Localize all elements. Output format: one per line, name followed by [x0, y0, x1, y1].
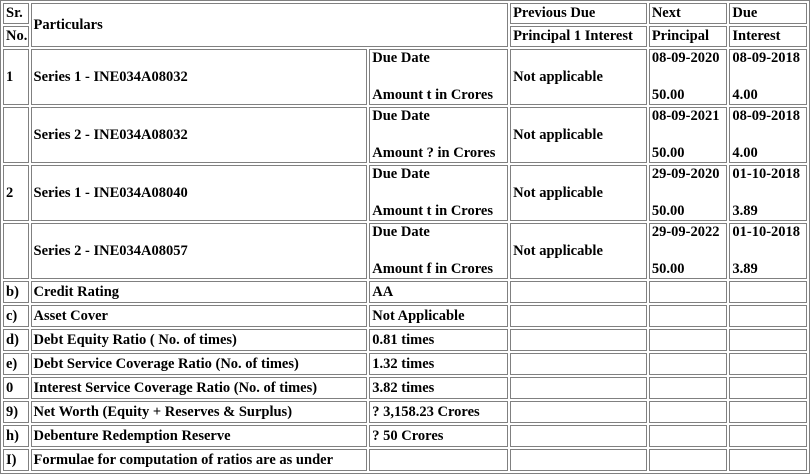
item-particular: Net Worth (Equity + Reserves & Surplus) [31, 401, 368, 423]
series-sr: 2 [3, 165, 29, 221]
principal-amount: 50.00 [651, 145, 685, 161]
item-sr: b) [3, 281, 29, 303]
series-name: Series 2 - INE034A08057 [31, 223, 368, 279]
series-sr: 1 [3, 49, 29, 105]
empty-cell [729, 353, 807, 375]
empty-cell [510, 401, 647, 423]
empty-cell [649, 449, 728, 471]
empty-cell [729, 281, 807, 303]
principal-amount: 50.00 [651, 261, 685, 277]
empty-cell [649, 353, 728, 375]
header-previous-due: Previous Due [510, 3, 647, 24]
item-particular: Credit Rating [31, 281, 368, 303]
label-due-date: Due Date [372, 50, 430, 66]
item-value: AA [369, 281, 508, 303]
item-value: 3.82 times [369, 377, 508, 399]
series-row [3, 165, 807, 221]
item-particular: Debenture Redemption Reserve [31, 425, 368, 447]
series-sr [3, 223, 29, 279]
principal-date: 29-09-2022 [651, 224, 720, 240]
item-sr: h) [3, 425, 29, 447]
header-sr: Sr. [3, 3, 29, 24]
series-principal [649, 165, 728, 221]
empty-cell [649, 425, 728, 447]
interest-date: 01-10-2018 [732, 166, 801, 182]
interest-amount: 4.00 [732, 87, 758, 103]
empty-cell [649, 401, 728, 423]
item-sr: e) [3, 353, 29, 375]
series-labels [369, 223, 508, 279]
series-principal [649, 49, 728, 105]
empty-cell [510, 329, 647, 351]
series-previous-due: Not applicable [510, 223, 647, 279]
item-value: 1.32 times [369, 353, 508, 375]
interest-date: 01-10-2018 [732, 224, 801, 240]
empty-cell [729, 401, 807, 423]
item-value: Not Applicable [369, 305, 508, 327]
series-name: Series 1 - INE034A08032 [31, 49, 368, 105]
header-next: Next [649, 3, 728, 24]
empty-cell [729, 425, 807, 447]
series-interest [729, 165, 807, 221]
item-sr: c) [3, 305, 29, 327]
interest-date: 08-09-2018 [732, 108, 801, 124]
series-principal [649, 107, 728, 163]
label-amount: Amount t in Crores [372, 203, 493, 219]
header-row-1 [3, 3, 807, 24]
label-amount: Amount t in Crores [372, 87, 493, 103]
item-value: ? 50 Crores [369, 425, 508, 447]
empty-cell [510, 305, 647, 327]
label-due-date: Due Date [372, 224, 430, 240]
header-interest: Interest [729, 26, 807, 47]
interest-amount: 4.00 [732, 145, 758, 161]
label-due-date: Due Date [372, 166, 430, 182]
series-previous-due: Not applicable [510, 49, 647, 105]
empty-cell [729, 305, 807, 327]
label-amount: Amount ? in Crores [372, 145, 496, 161]
series-labels [369, 49, 508, 105]
empty-cell [729, 377, 807, 399]
header-principal: Principal [649, 26, 728, 47]
series-labels [369, 107, 508, 163]
item-sr: d) [3, 329, 29, 351]
interest-amount: 3.89 [732, 261, 758, 277]
series-sr [3, 107, 29, 163]
item-row [3, 377, 807, 399]
empty-cell [510, 281, 647, 303]
series-interest [729, 223, 807, 279]
principal-amount: 50.00 [651, 87, 685, 103]
header-due: Due [729, 3, 807, 24]
item-particular: Debt Equity Ratio ( No. of times) [31, 329, 368, 351]
item-value: 0.81 times [369, 329, 508, 351]
empty-cell [729, 449, 807, 471]
label-due-date: Due Date [372, 108, 430, 124]
series-row [3, 223, 807, 279]
item-row [3, 401, 807, 423]
principal-date: 08-09-2020 [651, 50, 720, 66]
empty-cell [510, 425, 647, 447]
series-previous-due: Not applicable [510, 165, 647, 221]
principal-date: 29-09-2020 [651, 166, 720, 182]
series-interest [729, 49, 807, 105]
label-amount: Amount f in Crores [372, 261, 493, 277]
item-particular: Interest Service Coverage Ratio (No. of times) [31, 377, 368, 399]
empty-cell [649, 305, 728, 327]
header-principal-interest: Principal 1 Interest [510, 26, 647, 47]
item-row [3, 281, 807, 303]
empty-cell [729, 329, 807, 351]
item-sr: 9) [3, 401, 29, 423]
item-row [3, 329, 807, 351]
item-sr: I) [3, 449, 29, 471]
header-particulars: Particulars [31, 3, 509, 47]
series-name: Series 2 - INE034A08032 [31, 107, 368, 163]
empty-cell [510, 353, 647, 375]
item-row [3, 305, 807, 327]
principal-amount: 50.00 [651, 203, 685, 219]
item-sr: 0 [3, 377, 29, 399]
principal-date: 08-09-2021 [651, 108, 720, 124]
series-labels [369, 165, 508, 221]
series-previous-due: Not applicable [510, 107, 647, 163]
item-particular: Asset Cover [31, 305, 368, 327]
item-particular: Debt Service Coverage Ratio (No. of times) [31, 353, 368, 375]
item-row [3, 449, 807, 471]
item-particular: Formulae for computation of ratios are as under [31, 449, 368, 471]
series-principal [649, 223, 728, 279]
empty-cell [649, 377, 728, 399]
item-row [3, 425, 807, 447]
item-value [369, 449, 508, 471]
item-row [3, 353, 807, 375]
series-interest [729, 107, 807, 163]
empty-cell [649, 281, 728, 303]
interest-date: 08-09-2018 [732, 50, 801, 66]
empty-cell [510, 377, 647, 399]
item-value: ? 3,158.23 Crores [369, 401, 508, 423]
series-name: Series 1 - INE034A08040 [31, 165, 368, 221]
interest-amount: 3.89 [732, 203, 758, 219]
series-row [3, 107, 807, 163]
series-row [3, 49, 807, 105]
header-no: No. [3, 26, 29, 47]
empty-cell [510, 449, 647, 471]
empty-cell [649, 329, 728, 351]
